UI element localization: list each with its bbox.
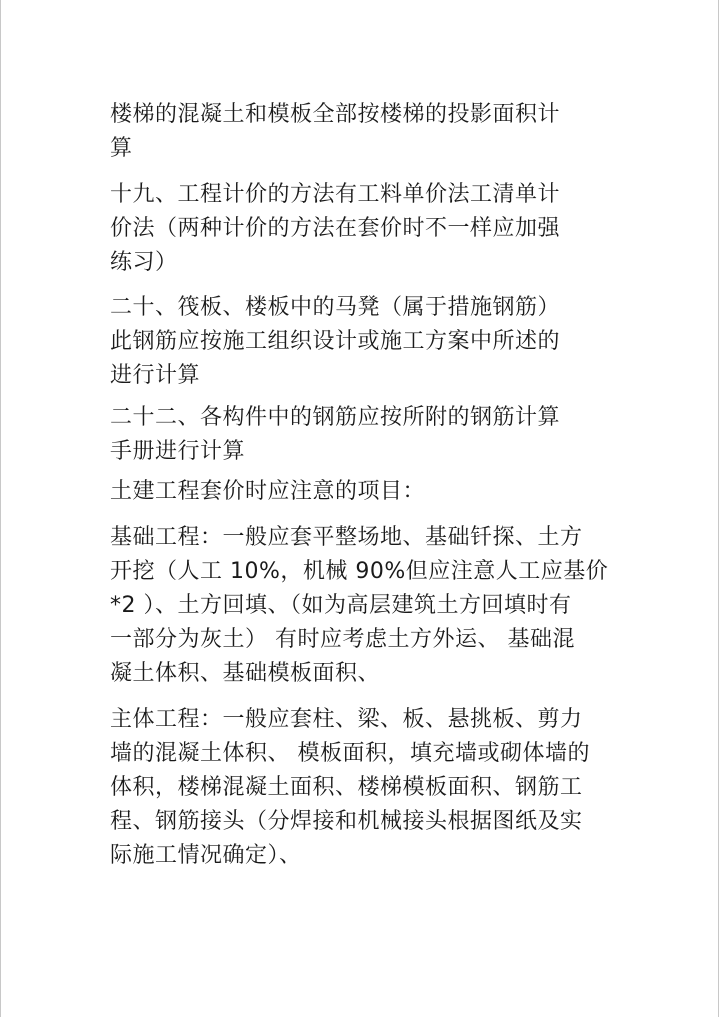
section-heading bbox=[110, 475, 602, 509]
document-body bbox=[110, 98, 609, 873]
text-line: 价法（两种计价的方法在套价时不一样应加强 bbox=[110, 216, 561, 241]
text-line: 二十二、各构件中的钢筋应按所附的钢筋计算 bbox=[110, 405, 561, 430]
text-line: 主体工程：一般应套柱、梁、板、悬挑板、剪力 bbox=[110, 707, 583, 732]
text-line: 墙的混凝土体积、 模板面积，填充墙或砌体墙的 bbox=[110, 741, 590, 766]
text-line: 开挖（人工 10%，机械 90%但应注意人工应基价 bbox=[110, 559, 609, 584]
paragraph-item-20 bbox=[110, 291, 602, 393]
text-line: 手册进行计算 bbox=[110, 439, 246, 464]
text-line: 一部分为灰土） 有时应考虑土方外运、 基础混 bbox=[110, 627, 575, 652]
text-line: *2 ）、土方回填、（如为高层建筑土方回填时有 bbox=[110, 593, 572, 618]
text-line: 二十、筏板、楼板中的马凳（属于措施钢筋） bbox=[110, 295, 561, 320]
text-line: 基础工程：一般应套平整场地、基础钎探、土方 bbox=[110, 525, 583, 550]
paragraph-stair-concrete bbox=[110, 98, 602, 166]
text-line: 十九、工程计价的方法有工料单价法工清单计 bbox=[110, 182, 561, 207]
text-line: 进行计算 bbox=[110, 363, 201, 388]
text-line: 此钢筋应按施工组织设计或施工方案中所述的 bbox=[110, 329, 561, 354]
text-line: 程、钢筋接头（分焊接和机械接头根据图纸及实 bbox=[110, 809, 583, 834]
text-line: 楼梯的混凝土和模板全部按楼梯的投影面积计 bbox=[110, 102, 561, 127]
paragraph-item-19 bbox=[110, 178, 602, 280]
paragraph-item-22 bbox=[110, 401, 602, 469]
text-line: 练习） bbox=[110, 250, 178, 275]
text-line: 际施工情况确定）、 bbox=[110, 843, 302, 868]
text-line: 算 bbox=[110, 136, 133, 161]
text-line: 凝土体积、基础模板面积、 bbox=[110, 661, 381, 686]
paragraph-main-structure bbox=[110, 703, 602, 873]
paragraph-foundation-works bbox=[110, 521, 609, 691]
text-line: 体积，楼梯混凝土面积、楼梯模板面积、钢筋工 bbox=[110, 775, 583, 800]
text-line: 土建工程套价时应注意的项目： bbox=[110, 479, 426, 504]
